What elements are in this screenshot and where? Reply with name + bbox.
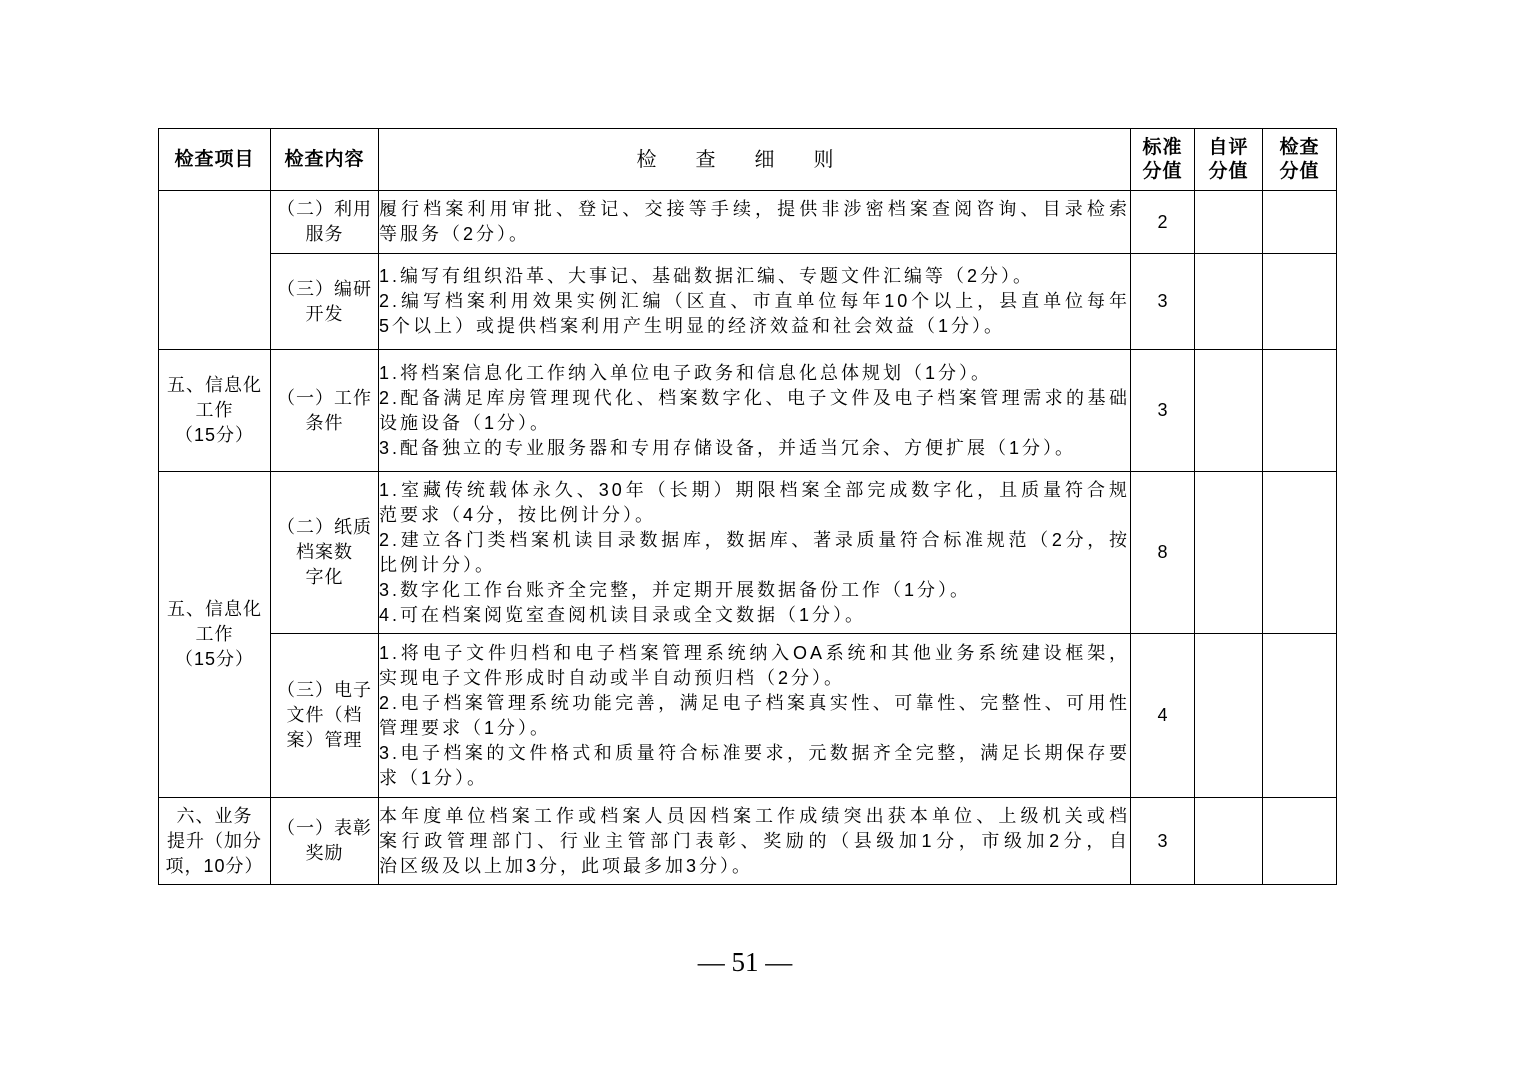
header-check-line: 检查 bbox=[1279, 136, 1320, 158]
self-score-cell bbox=[1195, 472, 1263, 634]
content-line: （一）表彰 bbox=[277, 818, 372, 838]
item-cell bbox=[159, 798, 271, 885]
standard-score-cell: 2 bbox=[1131, 191, 1195, 254]
detail-line: 1.将档案信息化工作纳入单位电子政务和信息化总体规划（1分）。 bbox=[379, 362, 993, 383]
detail-line: 设施设备（1分）。 bbox=[379, 412, 552, 433]
header-standard-line: 标准 bbox=[1142, 136, 1183, 158]
detail-line: 求（1分）。 bbox=[379, 767, 489, 788]
item-cell bbox=[159, 472, 271, 798]
item-line: （15分） bbox=[174, 649, 255, 669]
content-cell bbox=[271, 350, 379, 472]
header-check-score bbox=[1263, 129, 1337, 191]
self-score-cell bbox=[1195, 798, 1263, 885]
detail-cell bbox=[379, 350, 1131, 472]
table-row bbox=[159, 798, 1337, 885]
table-row bbox=[159, 254, 1337, 350]
standard-score-cell: 8 bbox=[1131, 472, 1195, 634]
content-line: （三）电子 bbox=[277, 680, 372, 700]
detail-line: 3.配备独立的专业服务器和专用存储设备，并适当冗余、方便扩展（1分）。 bbox=[379, 437, 1077, 458]
check-score-cell bbox=[1263, 634, 1337, 798]
content-cell bbox=[271, 798, 379, 885]
content-line: （二）纸质 bbox=[277, 517, 372, 537]
item-line: 六、业务 bbox=[176, 805, 253, 826]
detail-line: 2.电子档案管理系统功能完善，满足电子档案真实性、可靠性、完整性、可用性 bbox=[379, 692, 1130, 713]
item-line: 提升（加分 bbox=[167, 830, 262, 851]
detail-line: 范要求（4分，按比例计分）。 bbox=[379, 504, 657, 525]
detail-line: 管理要求（1分）。 bbox=[379, 717, 552, 738]
detail-line: 1.编写有组织沿革、大事记、基础数据汇编、专题文件汇编等（2分）。 bbox=[379, 266, 1035, 286]
header-self-score bbox=[1195, 129, 1263, 191]
content-cell bbox=[271, 472, 379, 634]
detail-line: 案行政管理部门、行业主管部门表彰、奖励的（县级加1分，市级加2分，自 bbox=[379, 830, 1130, 851]
detail-line: 2.编写档案利用效果实例汇编（区直、市直单位每年10个以上，县直单位每年 bbox=[379, 291, 1130, 311]
header-inspection-content: 检查内容 bbox=[271, 129, 379, 191]
detail-line: 履行档案利用审批、登记、交接等手续，提供非涉密档案查阅咨询、目录检索 bbox=[379, 199, 1130, 219]
detail-line: 治区级及以上加3分，此项最多加3分）。 bbox=[379, 855, 754, 876]
header-self-line: 自评 bbox=[1208, 136, 1249, 158]
detail-line: 2.配备满足库房管理现代化、档案数字化、电子文件及电子档案管理需求的基础 bbox=[379, 387, 1130, 408]
detail-line: 3.数字化工作台账齐全完整，并定期开展数据备份工作（1分）。 bbox=[379, 579, 972, 600]
header-inspection-detail: 检查细则 bbox=[379, 129, 1131, 191]
content-line: （一）工作 bbox=[277, 387, 372, 408]
header-standard-line: 分值 bbox=[1142, 160, 1183, 182]
content-line: （二）利用 bbox=[277, 199, 372, 219]
standard-score-cell: 3 bbox=[1131, 798, 1195, 885]
content-line: （三）编研 bbox=[277, 278, 372, 299]
item-line: 工作 bbox=[195, 624, 234, 644]
item-line: （15分） bbox=[174, 425, 255, 445]
content-line: 字化 bbox=[305, 567, 344, 587]
content-cell bbox=[271, 254, 379, 350]
detail-cell bbox=[379, 634, 1131, 798]
check-score-cell bbox=[1263, 350, 1337, 472]
detail-cell bbox=[379, 191, 1131, 254]
item-line: 工作 bbox=[195, 400, 234, 420]
content-cell bbox=[271, 634, 379, 798]
header-row bbox=[159, 129, 1337, 191]
page-number: — 51 — bbox=[697, 947, 793, 977]
check-score-cell bbox=[1263, 191, 1337, 254]
header-inspection-item: 检查项目 bbox=[159, 129, 271, 191]
detail-line: 5个以上）或提供档案利用产生明显的经济效益和社会效益（1分）。 bbox=[379, 316, 1006, 336]
table-row bbox=[159, 472, 1337, 634]
detail-line: 1.将电子文件归档和电子档案管理系统纳入OA系统和其他业务系统建设框架， bbox=[379, 642, 1130, 663]
header-standard-score bbox=[1131, 129, 1195, 191]
detail-line: 比例计分）。 bbox=[379, 554, 496, 575]
content-line: 文件（档 bbox=[286, 705, 363, 725]
check-score-cell bbox=[1263, 798, 1337, 885]
detail-cell bbox=[379, 798, 1131, 885]
detail-cell bbox=[379, 472, 1131, 634]
table-row bbox=[159, 350, 1337, 472]
standard-score-cell: 4 bbox=[1131, 634, 1195, 798]
content-cell bbox=[271, 191, 379, 254]
self-score-cell bbox=[1195, 191, 1263, 254]
header-check-line: 分值 bbox=[1279, 160, 1320, 182]
content-line: 条件 bbox=[305, 412, 344, 433]
item-line: 项，10分） bbox=[165, 855, 264, 876]
detail-cell bbox=[379, 254, 1131, 350]
content-line: 案）管理 bbox=[286, 730, 363, 750]
standard-score-cell: 3 bbox=[1131, 350, 1195, 472]
item-cell bbox=[159, 350, 271, 472]
header-self-line: 分值 bbox=[1208, 160, 1249, 182]
detail-line: 本年度单位档案工作或档案人员因档案工作成绩突出获本单位、上级机关或档 bbox=[379, 805, 1130, 826]
detail-line: 1.室藏传统载体永久、30年（长期）期限档案全部完成数字化，且质量符合规 bbox=[379, 479, 1130, 500]
content-line: 奖励 bbox=[305, 843, 344, 863]
check-score-cell bbox=[1263, 254, 1337, 350]
item-line: 五、信息化 bbox=[167, 599, 262, 619]
content-line: 开发 bbox=[305, 303, 344, 324]
detail-line: 4.可在档案阅览室查阅机读目录或全文数据（1分）。 bbox=[379, 604, 867, 625]
detail-line: 2.建立各门类档案机读目录数据库，数据库、著录质量符合标准规范（2分，按 bbox=[379, 529, 1130, 550]
inspection-table bbox=[158, 128, 1337, 885]
table-row bbox=[159, 634, 1337, 798]
self-score-cell bbox=[1195, 634, 1263, 798]
check-score-cell bbox=[1263, 472, 1337, 634]
table-row bbox=[159, 191, 1337, 254]
standard-score-cell: 3 bbox=[1131, 254, 1195, 350]
self-score-cell bbox=[1195, 350, 1263, 472]
content-line: 档案数 bbox=[296, 542, 353, 562]
item-line: 五、信息化 bbox=[167, 375, 262, 395]
detail-line: 实现电子文件形成时自动或半自动预归档（2分）。 bbox=[379, 667, 846, 688]
self-score-cell bbox=[1195, 254, 1263, 350]
content-line: 服务 bbox=[305, 224, 344, 244]
detail-line: 等服务（2分）。 bbox=[379, 224, 531, 244]
detail-line: 3.电子档案的文件格式和质量符合标准要求，元数据齐全完整，满足长期保存要 bbox=[379, 742, 1130, 763]
item-cell-blank bbox=[159, 191, 271, 350]
